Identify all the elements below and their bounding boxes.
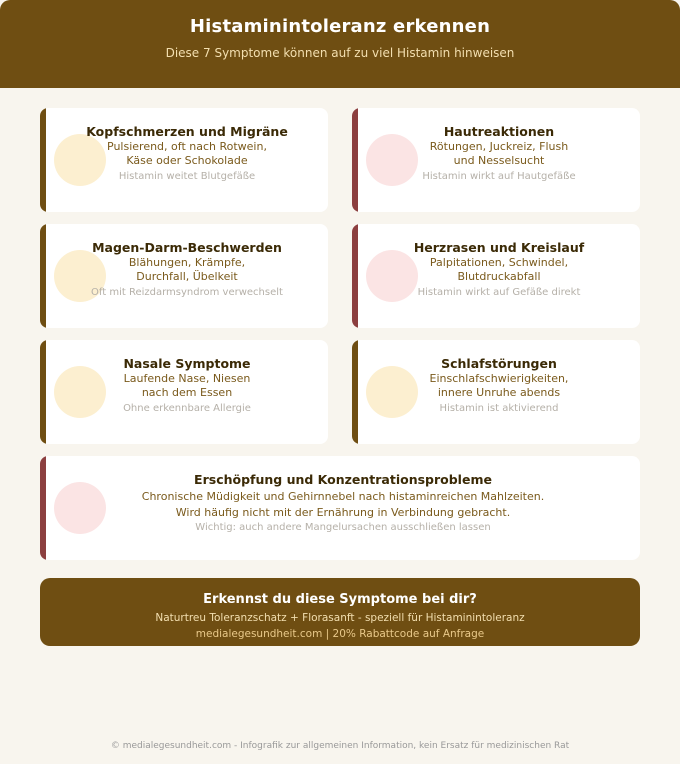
symptom-card-magen-darm: [40, 224, 328, 328]
card-description: Palpitationen, Schwindel, Blutdruckabfall: [429, 256, 569, 283]
card-title: Schlafstörungen: [441, 356, 557, 371]
card-description: Pulsierend, oft nach Rotwein, Käse oder Schokolade: [107, 140, 267, 167]
card-title: Hautreaktionen: [443, 124, 555, 139]
symptom-card-hautreaktionen: [352, 108, 640, 212]
card-title: Nasale Symptome: [123, 356, 251, 371]
call-to-action-banner: [40, 578, 640, 646]
card-description: Einschlafschwierigkeiten, innere Unruhe abends: [429, 372, 569, 399]
symptom-card-herzrasen: [352, 224, 640, 328]
header-banner: [0, 0, 680, 88]
card-title: Kopfschmerzen und Migräne: [86, 124, 288, 139]
cta-product-line: Naturtreu Toleranzschatz + Florasanft - speziell für Histaminintoleranz: [155, 612, 525, 624]
card-note: Histamin weitet Blutgefäße: [118, 171, 256, 182]
page-subtitle: Diese 7 Symptome können auf zu viel Histamin hinweisen: [165, 46, 515, 60]
card-description: Rötungen, Juckreiz, Flush und Nesselsucht: [429, 140, 569, 167]
cta-website-line: medialegesundheit.com | 20% Rabattcode auf Anfrage: [195, 628, 485, 640]
symptom-card-erschoepfung: [40, 456, 640, 560]
symptom-card-kopfschmerzen: [40, 108, 328, 212]
footer-disclaimer: © medialegesundheit.com - Infografik zur allgemeinen Information, kein Ersatz für medizinischen Rat: [110, 741, 570, 751]
card-note: Histamin wirkt auf Gefäße direkt: [417, 287, 581, 298]
card-title: Herzrasen und Kreislauf: [413, 240, 585, 255]
card-description: Blähungen, Krämpfe, Durchfall, Übelkeit: [128, 256, 246, 283]
card-description: Chronische Müdigkeit und Gehirnnebel nach histaminreichen Mahlzeiten. Wird häufig nicht mit der Ernährung in Verbindung gebracht.: [141, 490, 545, 519]
symptom-card-nasale-symptome: [40, 340, 328, 444]
symptom-card-schlafstoerungen: [352, 340, 640, 444]
page-title: Histaminintoleranz erkennen: [189, 16, 491, 37]
card-description: Laufende Nase, Niesen nach dem Essen: [123, 372, 251, 399]
cta-title: Erkennst du diese Symptome bei dir?: [203, 592, 477, 607]
card-note: Histamin wirkt auf Hautgefäße: [422, 171, 576, 182]
card-note: Wichtig: auch andere Mangelursachen ausschließen lassen: [195, 522, 491, 533]
card-note: Oft mit Reizdarmsyndrom verwechselt: [91, 287, 283, 298]
card-note: Histamin ist aktivierend: [439, 403, 559, 414]
card-note: Ohne erkennbare Allergie: [123, 403, 251, 414]
card-title: Erschöpfung und Konzentrationsprobleme: [194, 472, 492, 487]
card-title: Magen-Darm-Beschwerden: [92, 240, 282, 255]
